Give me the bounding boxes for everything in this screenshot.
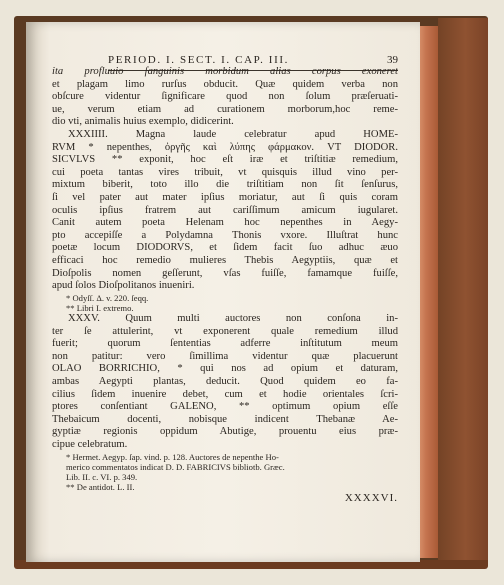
page-fore-edge: [418, 26, 438, 558]
footnote-line-b-1: * Hermet. Aegyp. ſap. vind. p. 128. Auctores de nepenthe Ho-: [66, 451, 279, 462]
footnote-line-b-2: merico commentatos indicat D. D. FABRICIVS bibliotb. Græc.: [66, 461, 285, 472]
running-head-title: PERIOD. I. SECT. I. CAP. III.: [108, 54, 289, 66]
catchword: XXXXVI.: [344, 492, 398, 505]
page-text: [52, 66, 398, 506]
footnotes-block-1: [52, 293, 398, 313]
footnote-line-1: * Odyſſ. Δ. v. 220. ſeqq.: [66, 292, 149, 303]
text-line-5: dio vti, animalis huius exemplo, didicerint.: [52, 116, 234, 128]
paragraph-block-1: [52, 66, 398, 293]
text-line-b-9: Thebaicum docenti, nobisque indicent Thebanæ Ae-: [52, 413, 398, 425]
text-line-9: cui poeta tantas vires tribuit, vt quisquis illud vino per-: [52, 166, 398, 178]
text-line-16: efficaci hoc remedio mulieres Thebis Aegyptiis, quæ et: [52, 254, 398, 266]
text-line-b-5: OLAO BORRICHIO, * qui nos ad opium et daturam,: [52, 363, 398, 375]
footnote-line-2: ** Libri I. extremo.: [66, 302, 134, 313]
text-line-b-6: ambas Aegypti plantas, deducit. Quod quidem eo fa-: [52, 376, 398, 388]
page-number: 39: [387, 54, 398, 66]
paragraph-block-2: [52, 313, 398, 452]
text-line-b-2: ter ſe attulerint, vt exponerent quale remedium illud: [52, 325, 398, 337]
text-line-2: et plagam limo rurſus obducit. Quæ quidem verba non: [52, 78, 398, 90]
footnote-line-b-3: Lib. II. c. VI. p. 349.: [66, 471, 138, 482]
text-line-12: oculis ipſius fratrem aut cariſſimum amicum iugularet.: [52, 204, 398, 216]
text-line-b-3: fuerit; quorum ſententias adferre inſtitutum meum: [52, 338, 398, 350]
text-line-b-1: XXXV. Quum multi auctores non conſona in-: [68, 313, 398, 325]
text-line-18: apud ſolos Dioſpolitanos inueniri.: [52, 280, 195, 292]
text-line-b-11: cipue celebratum.: [52, 439, 128, 450]
text-line-1: ita profluuio ſanguinis morbidum alias corpus exoneret: [52, 66, 398, 77]
text-line-b-10: gyptiæ regionis oppidum Abutige, prouentu eius præ-: [52, 426, 398, 438]
text-line-7: RVM * nepenthes, ὀργῆς καὶ λύπης φάρμακον. VT DIODOR.: [52, 141, 398, 153]
text-line-b-7: cilius ſidem inuenire debet, cum et hodie orientales ſcri-: [52, 388, 398, 400]
text-line-8: SICVLVS ** exponit, hoc eſt iræ et triſtitiæ remedium,: [52, 154, 398, 166]
footnote-line-b-4: ** De antidot. L. II.: [66, 482, 135, 493]
text-line-4: ue, verum etiam ad curationem morborum,hoc reme-: [52, 103, 398, 115]
text-line-17: Dioſpolis nomen geſſerunt, vſas fuiſſe, famamque fuiſſe,: [52, 267, 398, 279]
text-line-11: ſi vel pater aut mater ipſius moriatur, aut ſi quis coram: [52, 191, 398, 203]
text-line-b-8: ptores conſentiant GALENO, ** optimum opium eſſe: [52, 401, 398, 413]
text-line-6: XXXIIII. Magna laude celebratur apud HOME-: [68, 128, 398, 140]
text-line-14: pto accepiſſe a Polydamna Thonis vxore. Illuſtrat hunc: [52, 229, 398, 241]
footnotes-block-2: [52, 452, 398, 493]
text-line-b-4: non patitur: vero ſimillima videntur quæ placuerunt: [52, 350, 398, 362]
text-line-3: obſcure videntur ſignificare quod non ſolum præſeruati-: [52, 91, 398, 103]
text-line-15: poetæ locum DIODORVS, et ſidem facit ſuo adhuc æuo: [52, 242, 398, 254]
book-cover-right: [438, 18, 488, 566]
text-line-10: mixtum biberit, toto illo die triſtitiam non ſit ſenſurus,: [52, 179, 398, 191]
text-line-13: Canit autem poeta Helenam hoc nepenthes in Aegy-: [52, 217, 398, 229]
